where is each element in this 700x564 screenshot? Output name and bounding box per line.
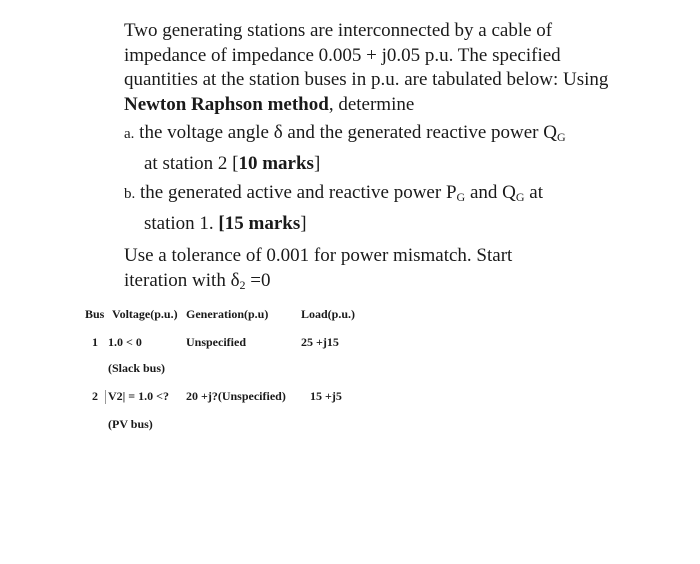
- table-header-generation: Generation(p.u): [186, 307, 269, 321]
- question-b-text2: station 1.: [144, 213, 219, 234]
- tolerance-line1: Use a tolerance of 0.001 for power mismatch. Start: [124, 245, 513, 266]
- question-b: [124, 178, 644, 239]
- problem-statement: [124, 19, 624, 117]
- question-b-line2: [124, 209, 644, 239]
- table-row2-voltage: V2| = 1.0 <?: [108, 389, 169, 403]
- problem-intro: Two generating stations are interconnected by a cable of impedance of impedance 0.005 + j0.05 p.u. The specified quantities at the station buses in p.u. are tabulated below: Using: [124, 20, 609, 90]
- table-row2-generation: 20 +j?(Unspecified): [186, 389, 286, 403]
- table-row1-bus: 1: [92, 335, 98, 349]
- table-header-load: Load(p.u.): [301, 307, 356, 321]
- question-a-end: ]: [313, 153, 321, 174]
- subscript-2: 2: [239, 277, 246, 292]
- table-row2-note: (PV bus): [108, 417, 153, 431]
- question-b-text-b: and Q: [465, 182, 516, 203]
- tolerance-text: [124, 244, 624, 293]
- subscript-g: G: [556, 130, 566, 144]
- table-row1-load: 25 +j15: [301, 335, 339, 349]
- table-header-bus: Bus: [85, 307, 105, 321]
- question-b-text-a: the generated active and reactive power P: [140, 182, 457, 203]
- table-row1-generation: Unspecified: [186, 335, 246, 349]
- question-a-line2: [124, 149, 644, 179]
- tolerance-line2: iteration with δ: [124, 269, 240, 291]
- table-row2-bus: 2: [92, 389, 98, 403]
- table-row1-voltage: 1.0 < 0: [108, 335, 142, 349]
- question-b-end: ]: [300, 213, 307, 234]
- problem-intro-end: , determine: [328, 93, 415, 115]
- question-a: [124, 118, 644, 179]
- question-b-marks: [15 marks: [218, 213, 301, 234]
- table-header-voltage: Voltage(p.u.): [112, 307, 178, 321]
- table-row1-note: (Slack bus): [108, 361, 166, 375]
- tolerance-end: =0: [245, 269, 271, 291]
- table-row2-load: 15 +j5: [310, 389, 342, 403]
- question-b-text-c: at: [524, 182, 543, 203]
- subscript-g: G: [456, 190, 466, 204]
- question-b-label: b.: [124, 186, 136, 202]
- question-a-label: a.: [124, 126, 135, 142]
- subscript-g: G: [515, 190, 525, 204]
- question-a-text2: at station 2 [: [144, 153, 239, 174]
- question-a-text: the voltage angle δ and the generated reactive power Q: [139, 122, 557, 143]
- method-name: Newton Raphson method: [124, 93, 329, 115]
- question-a-marks: 10 marks: [238, 153, 314, 174]
